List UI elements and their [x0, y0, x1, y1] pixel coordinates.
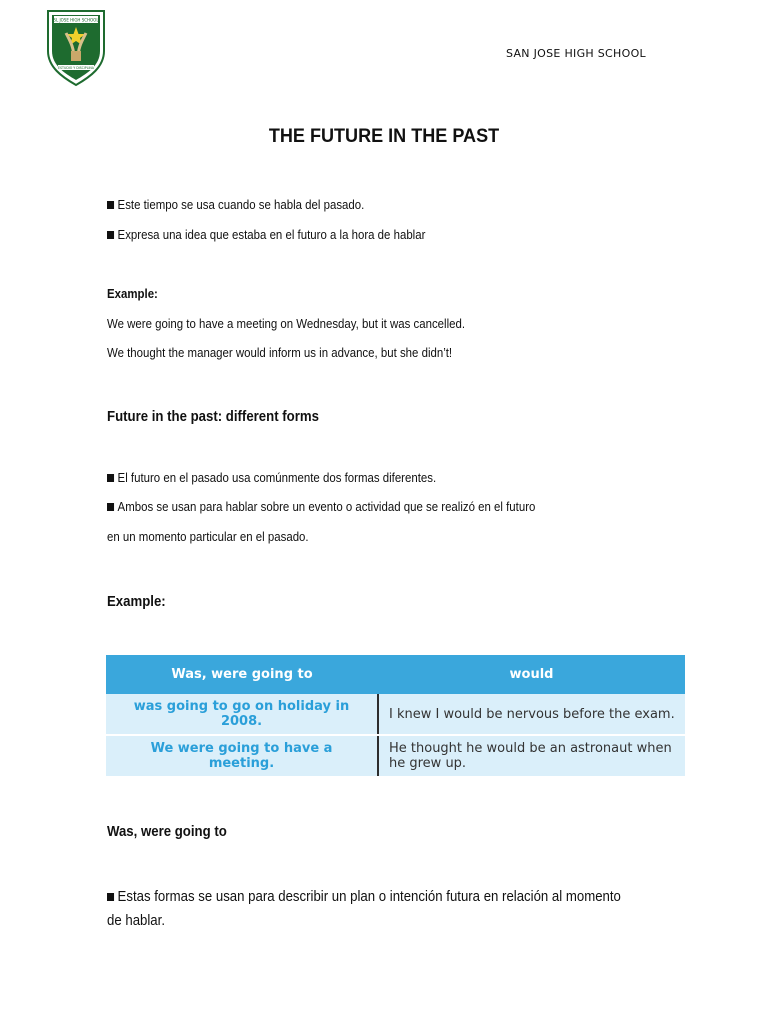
school-crest-icon: [44, 7, 108, 87]
crest-top-text: SL JOSE HIGH SCHOOL: [53, 17, 99, 23]
table-cell: was going to go on holiday in 2008.: [106, 694, 378, 735]
intro-bullet-1: [107, 197, 364, 212]
intro-bullet-1-text: Este tiempo se usa cuando se habla del pasado.: [117, 197, 365, 212]
table-row: [106, 735, 685, 776]
table-cell: We were going to have a meeting.: [106, 735, 378, 776]
forms-bullet-1: [107, 470, 436, 485]
page-title: THE FUTURE IN THE PAST: [268, 126, 500, 147]
section-heading: Was, were going to: [107, 823, 227, 840]
forms-bullet-2: [107, 499, 535, 514]
section-bullet-text: Estas formas se usan para describir un plan o intención futura en relación al momento: [117, 888, 621, 905]
section-bullet: [107, 888, 621, 905]
intro-bullet-2-text: Expresa una idea que estaba en el futuro a la hora de hablar: [117, 227, 426, 242]
table-header-going-to: Was, were going to: [106, 655, 378, 694]
example-sentence-1: We were going to have a meeting on Wednesday, but it was cancelled.: [107, 316, 466, 331]
example-label-1: Example:: [107, 286, 158, 301]
square-bullet-icon: [107, 503, 114, 511]
forms-continuation: en un momento particular en el pasado.: [107, 529, 309, 544]
square-bullet-icon: [107, 893, 114, 901]
forms-heading: Future in the past: different forms: [107, 408, 319, 425]
table-header-would: would: [378, 655, 685, 694]
square-bullet-icon: [107, 231, 114, 239]
school-name: SAN JOSE HIGH SCHOOL: [506, 47, 646, 60]
forms-bullet-2-text: Ambos se usan para hablar sobre un evento o actividad que se realizó en el futuro: [117, 499, 536, 514]
section-continuation: de hablar.: [107, 912, 165, 929]
example-label-2: Example:: [107, 593, 166, 610]
square-bullet-icon: [107, 201, 114, 209]
intro-bullet-2: [107, 227, 425, 242]
forms-bullet-1-text: El futuro en el pasado usa comúnmente dos formas diferentes.: [117, 470, 437, 485]
table-cell: I knew I would be nervous before the exam.: [378, 694, 685, 735]
table-cell: He thought he would be an astronaut when he grew up.: [378, 735, 685, 776]
forms-table: [106, 655, 685, 776]
example-sentence-2: We thought the manager would inform us in advance, but she didn’t!: [107, 345, 453, 360]
table-row: [106, 694, 685, 735]
square-bullet-icon: [107, 474, 114, 482]
crest-bottom-text: ESTUDIO Y DISCIPLINA: [58, 66, 94, 70]
